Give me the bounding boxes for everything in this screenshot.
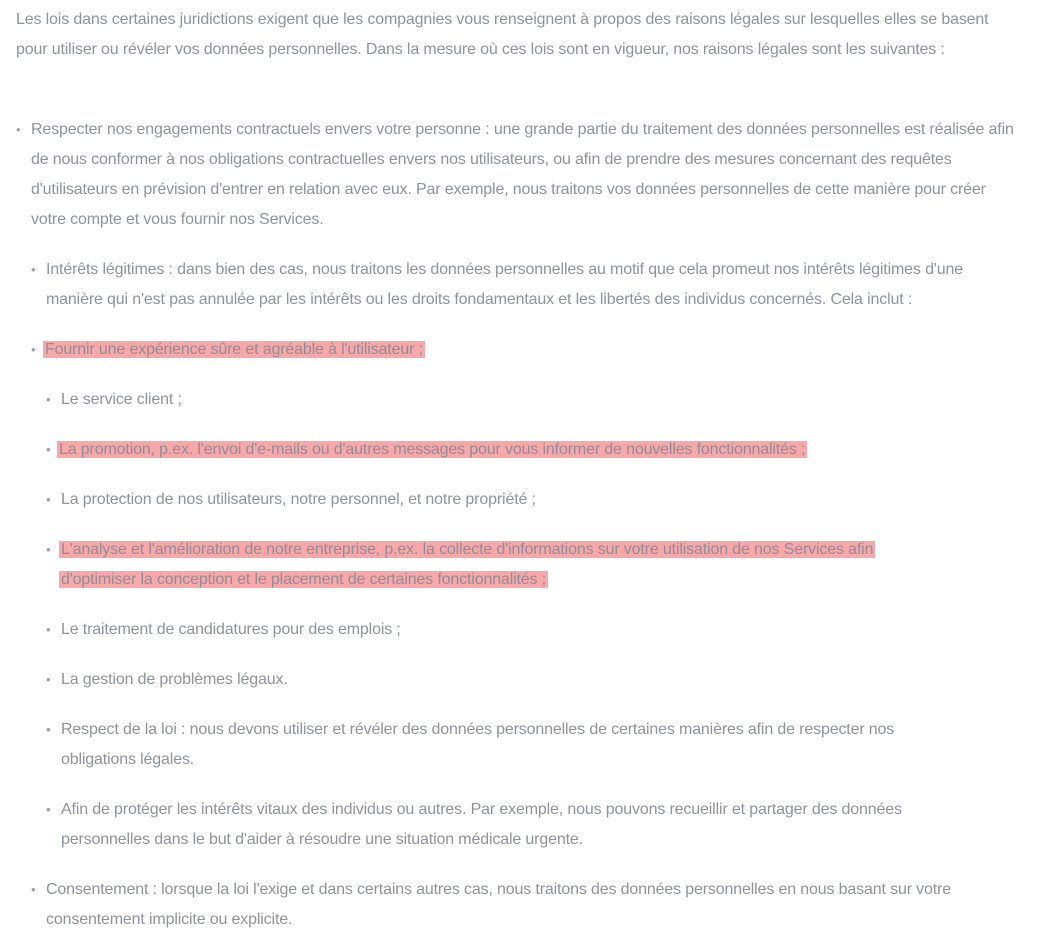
bullet: •: [46, 392, 51, 407]
bullet: •: [46, 442, 51, 457]
list-item-safe-experience: [31, 335, 1011, 365]
list-item-text: La protection de nos utilisateurs, notre personnel, et notre propriété ;: [61, 491, 536, 508]
bullet: •: [46, 622, 51, 637]
list-item-text: Le service client ;: [61, 391, 182, 408]
bullet: •: [16, 122, 21, 137]
list-item-customer-service: [46, 385, 1006, 415]
list-item-text: Respecter nos engagements contractuels envers votre personne : une grande partie du traitement des données personnelles est réalisée afin de nous conformer à nos obligations contractuelles envers nos utilisateurs, ou afin de prendre des mesures concernant des requêtes d'utilisateurs en prévision d'entrer en relation avec eux. Par exemple, nous traitons vos données personnelles de cette manière pour créer votre compte et vous fournir nos Services.: [31, 121, 1014, 228]
list-item-text: Respect de la loi : nous devons utiliser et révéler des données personnelles de certaines manières afin de respecter nos obligations légales.: [61, 721, 895, 768]
bullet: •: [46, 492, 51, 507]
intro-paragraph: Les lois dans certaines juridictions exigent que les compagnies vous renseignent à propos des raisons légales sur lesquelles elles se basent pour utiliser ou révéler vos données personnelles. Dans la mesure où ces lois sont en vigueur, nos raisons légales sont les suivantes :: [16, 11, 989, 58]
highlighted-text: L'analyse et l'amélioration de notre entreprise, p.ex. la collecte d'informations sur votre utilisation de nos Services afin d'optimiser la conception et le placement de certaines fonctionnalités ;: [61, 541, 874, 588]
list-item-text: La gestion de problèmes légaux.: [61, 671, 288, 688]
list-item-promotion: [46, 435, 1006, 465]
highlighted-text: Fournir une expérience sûre et agréable à l'utilisateur ;: [45, 341, 423, 358]
list-item-text: Intérêts légitimes : dans bien des cas, nous traitons les données personnelles au motif que cela promeut nos intérêts légitimes d'une manière qui n'est pas annulée par les intérêts ou les droits fondamentaux et les libertés des individus concernés. Cela inclut :: [46, 261, 963, 308]
list-item-legal-issues: [46, 665, 1006, 695]
list-item-text: Afin de protéger les intérêts vitaux des individus ou autres. Par exemple, nous pouvons recueillir et partager des données personnelles dans le but d'aider à résoudre une situation médicale urgente.: [61, 801, 902, 848]
bullet: •: [46, 672, 51, 687]
bullet: •: [46, 722, 51, 737]
list-item-consent: [31, 875, 1021, 935]
list-item-applications: [46, 615, 1006, 645]
list-item-protection: [46, 485, 1006, 515]
bullet: •: [31, 882, 36, 897]
bullet: •: [46, 802, 51, 817]
bullet: •: [31, 342, 36, 357]
list-item-analysis: [46, 535, 941, 595]
list-item-legitimate-interests: [31, 255, 1021, 315]
bullet: •: [46, 542, 51, 557]
list-item-vital-interests: [46, 795, 976, 855]
list-item-legal-compliance: [46, 715, 956, 775]
bullet: •: [31, 262, 36, 277]
list-item-contractual: [16, 115, 1016, 235]
highlighted-text: La promotion, p.ex. l'envoi d'e-mails ou d'autres messages pour vous informer de nouvelles fonctionnalités ;: [59, 441, 806, 458]
list-item-text: Le traitement de candidatures pour des emplois ;: [61, 621, 401, 638]
list-item-text: Consentement : lorsque la loi l'exige et dans certains autres cas, nous traitons des données personnelles en nous basant sur votre consentement implicite ou explicite.: [46, 881, 951, 928]
